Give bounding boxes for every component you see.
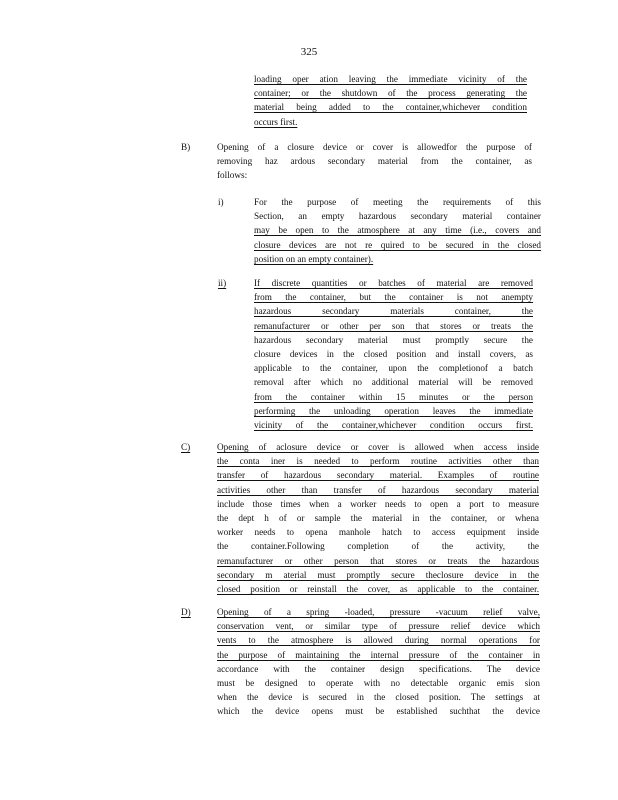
item-i-label: i) bbox=[218, 197, 224, 207]
text-line: closure devices in the closed position and install covers, as bbox=[254, 348, 533, 359]
text-line: closed position or reinstall the cover, as applicable to the container. bbox=[217, 583, 539, 594]
intro-paragraph bbox=[254, 72, 527, 129]
text-line: removal after which no additional material will be removed bbox=[254, 377, 533, 388]
text-line: worker needs to opena manhole hatch to access equipment inside bbox=[217, 527, 539, 538]
text-line: the dept h of or sample the material in the container, or whena bbox=[217, 512, 539, 523]
text-line: material being added to the container,whichever condition bbox=[254, 102, 527, 113]
text-line: the purpose of maintaining the internal pressure of the container in bbox=[217, 649, 540, 660]
text-line: Opening of a closure device or cover is allowedfor the purpose of bbox=[217, 142, 532, 152]
item-ii-paragraph bbox=[254, 276, 533, 432]
text-line: For the purpose of meeting the requirements of this bbox=[254, 197, 541, 207]
text-line: container; or the shutdown of the process generating the bbox=[254, 88, 527, 99]
text-line: conservation vent, or similar type of pressure relief device which bbox=[217, 621, 540, 632]
text-line: when the device is secured in the closed position. The settings at bbox=[217, 692, 540, 703]
text-line: hazardous secondary material must promptly secure the bbox=[254, 334, 533, 345]
text-line: loading oper ation leaving the immediate vicinity of the bbox=[254, 74, 527, 84]
text-line: closure devices are not re quired to be secured in the closed bbox=[254, 239, 541, 250]
section-c-label: C) bbox=[181, 442, 191, 452]
section-d-label: D) bbox=[181, 607, 191, 617]
text-line: removing haz ardous secondary material from the container, as bbox=[217, 156, 532, 167]
text-line: the container.Following completion of the activity, the bbox=[217, 541, 539, 552]
item-i-paragraph bbox=[254, 195, 541, 266]
text-line: follows: bbox=[217, 170, 248, 181]
text-line: Section, an empty hazardous secondary material container bbox=[254, 211, 541, 222]
text-line: from the container, but the container is not anempty bbox=[254, 292, 533, 303]
item-ii-label: ii) bbox=[218, 278, 227, 288]
text-line: Opening of aclosure device or cover is allowed when access inside bbox=[217, 442, 539, 452]
text-line: Opening of a spring -loaded, pressure -vacuum relief valve, bbox=[217, 607, 540, 617]
text-line: applicable to the container, upon the completionof a batch bbox=[254, 363, 533, 374]
text-line: from the container within 15 minutes or the person bbox=[254, 391, 533, 402]
text-line: transfer of hazardous secondary material. Examples of routine bbox=[217, 470, 539, 481]
text-line: may be open to the atmosphere at any time (i.e., covers and bbox=[254, 225, 541, 236]
text-line: vicinity of the container,whichever condition occurs first. bbox=[254, 419, 533, 430]
text-line: activities other than transfer of hazardous secondary material bbox=[217, 484, 539, 495]
text-line: must be designed to operate with no detectable organic emis sion bbox=[217, 677, 540, 688]
text-line: occurs first. bbox=[254, 116, 298, 127]
section-b-label: B) bbox=[181, 142, 191, 152]
text-line: hazardous secondary materials container, the bbox=[254, 306, 533, 317]
text-line: If discrete quantities or batches of material are removed bbox=[254, 278, 533, 288]
section-c-paragraph bbox=[217, 440, 539, 596]
text-line: vents to the atmosphere is allowed during normal operations for bbox=[217, 635, 540, 646]
text-line: which the device opens must be established suchthat the device bbox=[217, 706, 540, 717]
text-line: remanufacturer or other person that stores or treats the hazardous bbox=[217, 555, 539, 566]
text-line: position on an empty container). bbox=[254, 253, 374, 264]
section-b-paragraph bbox=[217, 140, 532, 183]
section-d-paragraph bbox=[217, 605, 540, 719]
text-line: include those times when a worker needs to open a port to measure bbox=[217, 498, 539, 509]
text-line: remanufacturer or other per son that stores or treats the bbox=[254, 320, 533, 331]
text-line: the conta iner is needed to perform routine activities other than bbox=[217, 456, 539, 467]
page-number: 325 bbox=[300, 46, 318, 58]
text-line: performing the unloading operation leaves the immediate bbox=[254, 405, 533, 416]
text-line: accordance with the container design specifications. The device bbox=[217, 663, 540, 674]
text-line: secondary m aterial must promptly secure theclosure device in the bbox=[217, 569, 539, 580]
